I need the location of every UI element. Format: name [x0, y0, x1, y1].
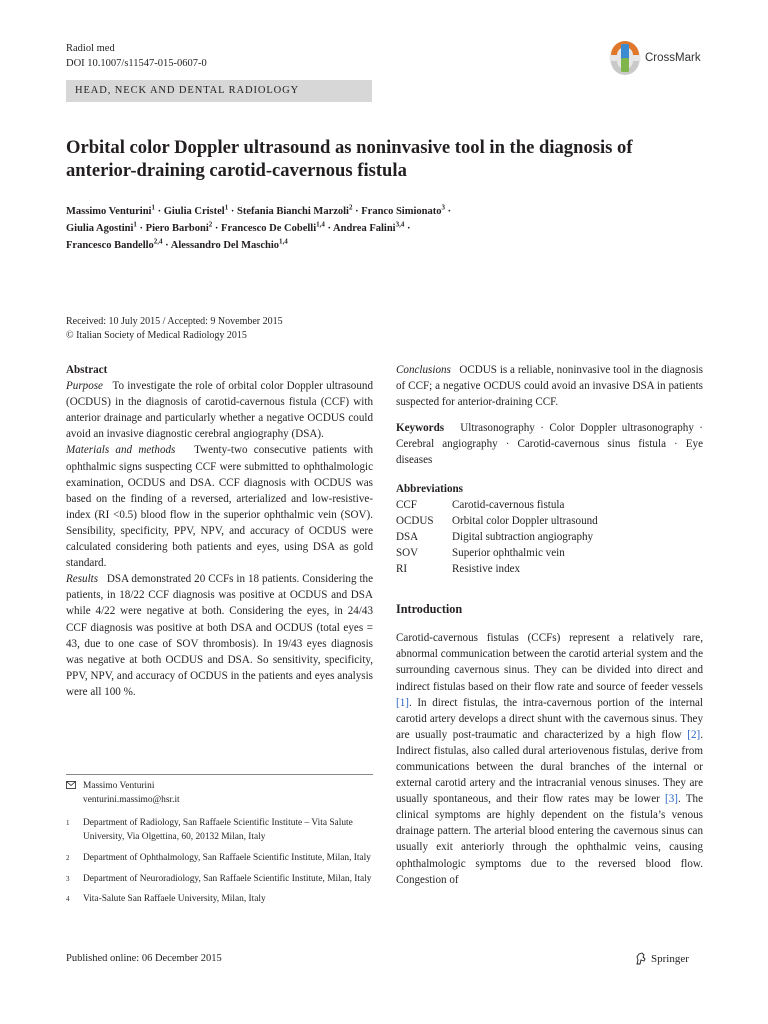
- publisher-name: Springer: [651, 953, 689, 965]
- author-affiliation-mark: 1,4: [316, 220, 325, 229]
- footnotes: [66, 780, 373, 914]
- methods-label: Materials and methods: [66, 444, 176, 457]
- author: [66, 220, 137, 234]
- affiliation-text: Department of Ophthalmology, San Raffaele Scientific Institute, Milan, Italy: [83, 852, 371, 863]
- abbreviation-row: [396, 513, 703, 529]
- abbreviation: SOV: [396, 546, 419, 559]
- publisher-logo: [634, 952, 689, 966]
- affiliation-number: 4: [66, 895, 70, 904]
- abbreviations-heading: Abbreviations: [396, 482, 463, 495]
- author: [333, 220, 405, 234]
- author-name: Stefania Bianchi Marzoli: [236, 206, 349, 217]
- abbreviation-definition: Carotid-cavernous fistula: [452, 498, 565, 511]
- introduction-heading: Introduction: [396, 602, 463, 617]
- abbreviation: RI: [396, 563, 408, 576]
- right-column: [396, 362, 703, 888]
- journal-header: [66, 41, 207, 71]
- introduction-text: [396, 630, 703, 888]
- abbreviations-list: [396, 497, 703, 577]
- correspondence-email[interactable]: venturini.massimo@hsr.it: [83, 794, 180, 805]
- conclusions-label: Conclusions: [396, 364, 451, 376]
- springer-horse-icon: [634, 952, 648, 966]
- received-dates: Received: 10 July 2015 / Accepted: 9 November 2015: [66, 316, 283, 327]
- section-label: HEAD, NECK AND DENTAL RADIOLOGY: [66, 80, 372, 102]
- citation-link[interactable]: [3]: [665, 793, 678, 806]
- author-name: Francesco De Cobelli: [221, 223, 317, 234]
- doi[interactable]: DOI 10.1007/s11547-015-0607-0: [66, 58, 207, 69]
- author: [221, 220, 325, 234]
- intro-text-1: Carotid-cavernous fistulas (CCFs) represent a relatively rare, abnormal communication between the carotid arterial system and the surrounding cavernous sinus. They can be divided into direct and indirect fistulas based on their flow rate and source of feeder vessels: [396, 632, 703, 693]
- abbreviation: OCDUS: [396, 514, 434, 527]
- results-text: DSA demonstrated 20 CCFs in 18 patients. Considering the patients, in 18/22 CCF diagnosis was positive at OCDUS and DSA while 4/22 were negative at both. Considering the eyes, in 24/43 CCF diagnosis was positive at both DSA and OCDUS (total eyes = 43, due to one case of SOV thrombosis). In 19/43 eyes diagnosis was negative at both OCDUS and DSA. So sensitivity, specificity, PPV, NPV, and accuracy of OCDUS in the patients and eyes analysis were all 100 %.: [66, 573, 374, 698]
- affiliation: [66, 817, 373, 844]
- correspondence: [66, 780, 373, 807]
- affiliation: [66, 873, 373, 887]
- abbreviation-definition: Digital subtraction angiography: [452, 530, 594, 543]
- abstract-purpose: [66, 378, 373, 442]
- abbreviation: CCF: [396, 498, 417, 511]
- author-affiliation-mark: 1,4: [279, 237, 288, 246]
- methods-text: Twenty-two consecutive patients with ophthalmic signs suspecting CCF were submitted to ophthalmologic examination, OCDUS and DSA. CCF diagnosis with OCDUS was based on the finding of a reversed, arterialized and low-resistive-index (RI <0.5) blood flow in the superior ophthalmic vein (SOV). Sensibility, specificity, PPV, NPV, and accuracy of OCDUS were calculated considering both patients and eyes, using DSA as gold standard.: [66, 444, 373, 570]
- author: [66, 237, 163, 251]
- crossmark-badge[interactable]: [608, 40, 720, 76]
- received-info: [66, 315, 283, 342]
- author-affiliation-mark: 1: [133, 220, 137, 229]
- crossmark-label: CrossMark: [645, 52, 701, 64]
- copyright: © Italian Society of Medical Radiology 2015: [66, 329, 247, 341]
- crossmark-icon: [608, 40, 642, 76]
- intro-text-4: . The clinical symptoms are highly dependent on the fistula’s venous drainage pattern. The arterial blood entering the cavernous sinus can usually exit anteriorly through the ophthalmic veins, causing ophthalmologic symptoms due to the reversed blood flow. Congestion of: [396, 793, 703, 886]
- author: [145, 220, 213, 234]
- left-column: [66, 362, 373, 700]
- author-name: Massimo Venturini: [66, 206, 152, 217]
- abstract-conclusions: [396, 362, 703, 410]
- correspondence-name: Massimo Venturini: [83, 781, 155, 791]
- envelope-icon: [66, 780, 83, 807]
- abbreviation-row: [396, 497, 703, 513]
- affiliation-number: 2: [66, 853, 70, 862]
- author-affiliation-mark: 1: [151, 203, 155, 212]
- author-affiliation-mark: 3,4: [395, 220, 405, 229]
- author-name: Giulia Cristel: [163, 206, 225, 217]
- footnote-divider: [66, 774, 373, 775]
- citation-link[interactable]: [2]: [687, 728, 701, 741]
- results-label: Results: [66, 573, 99, 586]
- keywords-text: Ultrasonography · Color Doppler ultrasonography · Cerebral angiography · Carotid-cavernous sinus fistula · Eye diseases: [396, 422, 703, 467]
- affiliation-number: 1: [66, 819, 70, 828]
- abstract-results: [66, 571, 373, 700]
- affiliation: [66, 893, 373, 907]
- keywords: [396, 420, 703, 468]
- affiliations-list: [66, 817, 373, 907]
- affiliation: [66, 852, 373, 866]
- author-name: Piero Barboni: [145, 223, 209, 234]
- affiliation-number: 3: [66, 874, 70, 883]
- author-name: Alessandro Del Maschio: [170, 240, 280, 251]
- article-title: Orbital color Doppler ultrasound as noninvasive tool in the diagnosis of anterior-draining carotid-cavernous fistula: [66, 137, 633, 181]
- author: [170, 237, 288, 251]
- purpose-label: Purpose: [66, 380, 103, 393]
- journal-name: Radiol med: [66, 43, 115, 54]
- affiliation-text: Department of Neuroradiology, San Raffaele Scientific Institute, Milan, Italy: [83, 873, 372, 884]
- abbreviation-row: [396, 529, 703, 545]
- purpose-text: To investigate the role of orbital color Doppler ultrasound (OCDUS) in the diagnosis of carotid-cavernous fistula (CCF) with anterior drainage and particularly whether a negative OCDUS could avoid an invasive diagnostic cerebral angiography (DSA).: [66, 380, 373, 441]
- author-affiliation-mark: 1: [224, 203, 229, 212]
- abbreviation-definition: Orbital color Doppler ultrasound: [452, 514, 598, 527]
- author-name: Franco Simionato: [361, 206, 442, 217]
- abstract-methods: [66, 442, 373, 571]
- author-list: Massimo Venturini$^1$ · Giulia Cristel$^1$ · Stefania Bianchi Marzoli$^2$ · Franco Simionato$^3$ · Giulia Agostini$^1$ · Piero Barboni$^2$ · Francesco De Cobelli$^{1,4}$ · Andrea Falini$^{3,4}$ · Francesco Bandello$^{2,4}$ · Alessandro Del Maschio$^{1,4}$: [66, 203, 452, 251]
- intro-text-3: . Indirect fistulas, also called dural arteriovenous fistulas, derive from communications between the dural branches of the internal or external carotid artery and the intracranial venous sinuses. They are usually spontaneous, and their flow rates may be lower: [396, 728, 703, 806]
- author-affiliation-mark: 3: [441, 203, 445, 212]
- author-affiliation-mark: 2: [348, 203, 353, 212]
- abstract-heading: Abstract: [66, 364, 108, 376]
- affiliation-text: Department of Radiology, San Raffaele Scientific Institute – Vita Salute University, Via Olgettina, 60, 20132 Milan, Italy: [83, 818, 353, 843]
- author: [236, 203, 353, 217]
- author-name: Giulia Agostini: [66, 223, 134, 234]
- author: [361, 203, 445, 217]
- abbreviation: DSA: [396, 530, 419, 543]
- citation-link[interactable]: [1]: [396, 696, 409, 709]
- conclusions-text: OCDUS is a reliable, noninvasive tool in the diagnosis of CCF; a negative OCDUS could avoid an invasive DSA in patients suspected for anterior-draining CCF.: [396, 364, 703, 409]
- abbreviation-row: [396, 545, 703, 561]
- keywords-label: Keywords: [396, 422, 445, 435]
- abbreviation-definition: Resistive index: [452, 563, 521, 576]
- author: [66, 203, 155, 217]
- author-name: Francesco Bandello: [66, 240, 154, 251]
- author-affiliation-mark: 2: [208, 220, 213, 229]
- author: [163, 203, 229, 217]
- abbreviation-definition: Superior ophthalmic vein: [452, 546, 565, 559]
- intro-text-2: . In direct fistulas, the intra-cavernous portion of the internal carotid artery develops a direct shunt with the cavernous sinus. They are usually post-traumatic and characterized by a high flow: [396, 696, 703, 741]
- author-name: Andrea Falini: [333, 223, 396, 234]
- published-date: Published online: 06 December 2015: [66, 953, 222, 964]
- affiliation-text: Vita-Salute San Raffaele University, Milan, Italy: [83, 894, 266, 905]
- author-affiliation-mark: 2,4: [153, 237, 163, 246]
- abbreviation-row: [396, 561, 703, 577]
